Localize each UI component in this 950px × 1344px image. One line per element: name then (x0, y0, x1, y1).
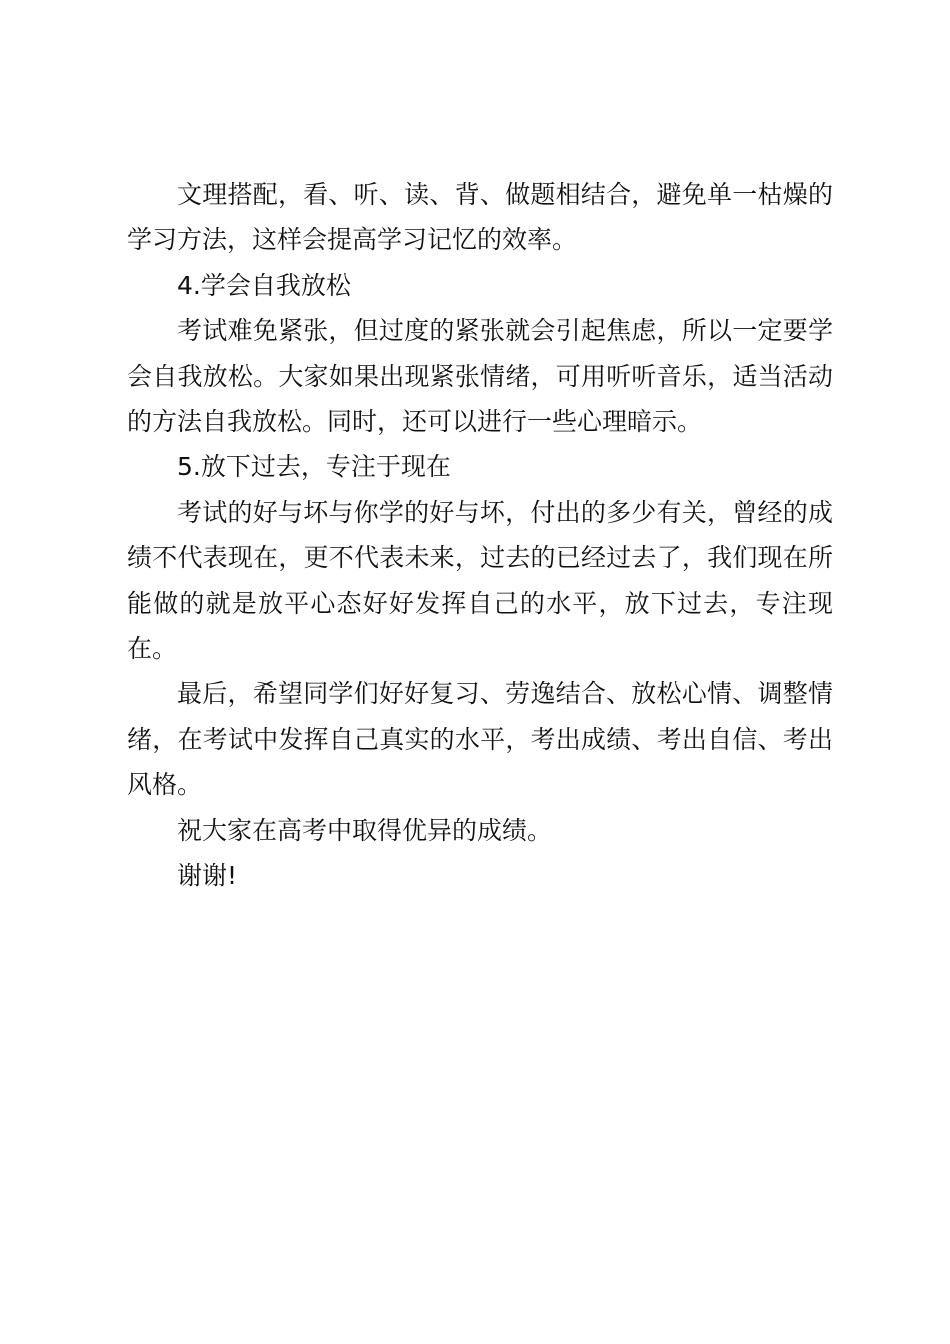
heading-let-go-of-past: 5.放下过去，专注于现在 (177, 452, 451, 482)
heading-relax-yourself: 4.学会自我放松 (177, 270, 351, 300)
paragraph-let-go-of-past: 考试的好与坏与你学的好与坏，付出的多少有关，曾经的成绩不代表现在，更不代表未来，过去的已经过去了，我们现在所能做的就是放平心态好好发挥自己的水平，放下过去，专注现在。 (127, 497, 833, 664)
paragraph-closing-wishes: 最后，希望同学们好好复习、劳逸结合、放松心情、调整情绪，在考试中发挥自己真实的水平，考出成绩、考出自信、考出风格。 (127, 679, 833, 800)
paragraph-relax-yourself: 考试难免紧张，但过度的紧张就会引起焦虑，所以一定要学会自我放松。大家如果出现紧张情绪，可用听听音乐，适当活动的方法自我放松。同时，还可以进行一些心理暗示。 (127, 316, 833, 437)
paragraph-thanks: 谢谢! (177, 861, 238, 891)
document-body (127, 172, 833, 899)
paragraph-study-methods: 文理搭配，看、听、读、背、做题相结合，避免单一枯燥的学习方法，这样会提高学习记忆的效率。 (127, 180, 833, 255)
paragraph-good-luck: 祝大家在高考中取得优异的成绩。 (177, 815, 553, 845)
